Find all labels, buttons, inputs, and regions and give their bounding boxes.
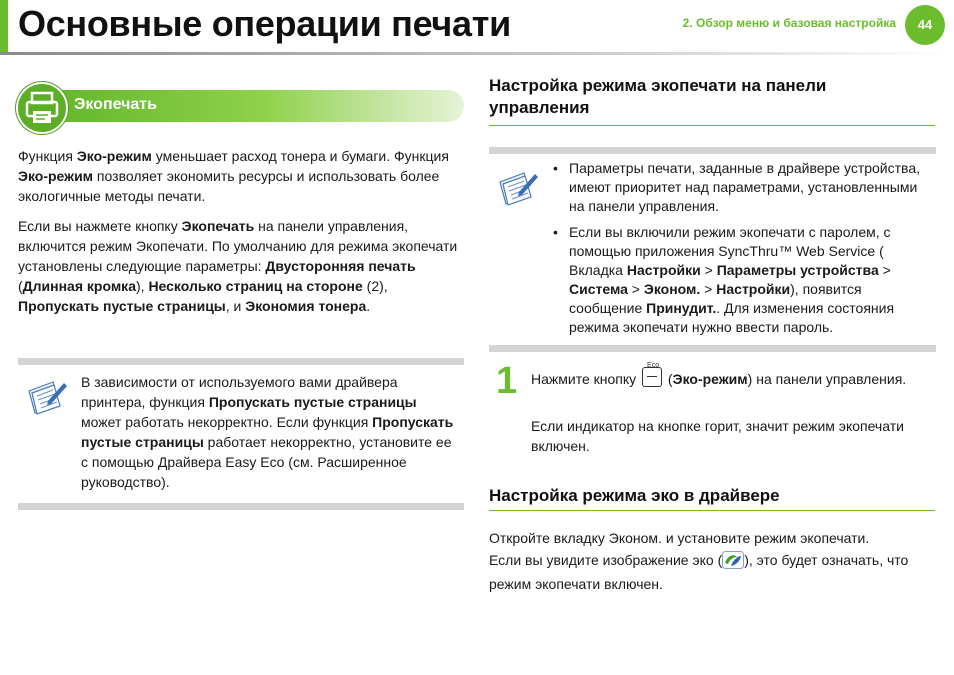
driver-section-title: Настройка режима эко в драйвере [489,486,780,505]
eco-button-caption: Eco [647,362,660,369]
driver-note-text: В зависимости от используемого вами драйвера принтера, функция Пропускать пустые страницы может работать некорректно. Если функция Пропускать пустые страницы работает некорректно, установите ее с помощью Драйвера Easy Eco (см. Расширенное руководство). [81,374,454,490]
eco-leaf-icon [722,551,744,574]
step-indicator-note: Если индикатор на кнопке горит, значит режим экопечати включен. [531,418,904,454]
page-title: Основные операции печати [18,3,511,44]
header-accent-bar [0,0,8,52]
page-number-badge: 44 [905,5,945,45]
note-icon [497,168,541,213]
password-note-box [489,147,936,352]
eco-section-title: Экопечать [74,96,157,113]
control-panel-section-title: Настройка режима экопечати на панели управления [489,76,827,117]
section-rule [489,125,935,126]
printer-icon [16,82,68,134]
note-icon [26,377,70,422]
driver-instruction: Откройте вкладку Эконом. и установите режим экопечати. [489,530,870,546]
driver-note-box [18,358,464,510]
title-rule [0,52,950,55]
eco-button-icon [642,362,662,387]
chapter-link[interactable]: 2. Обзор меню и базовая настройка [682,16,896,30]
step-instruction: Нажмите кнопку Eco (Эко-режим) на панели управления. [531,367,931,389]
driver-eco-image-note: Если вы увидите изображение эко ( ), это будет означать, что режим экопечати включен. [489,552,909,592]
eco-defaults-paragraph: Если вы нажмете кнопку Экопечать на панели управления, включится режим Экопечати. По умолчанию для режима экопечати установлены следующие параметры: Двусторонняя печать (Длинная кромка), Несколько страниц на стороне (2), Пропускать пустые страницы, и Экономия тонера. [18,218,458,314]
step-number: 1 [496,360,518,402]
list-item: • Если вы включили режим экопечати с паролем, с помощью приложения SyncThru™ Web Service ( Вкладка Настройки > Параметры устройства > Система > Эконом. > Настройки), появится сообщение Принудит.. Для изменения состояния режима экопечати нужно ввести пароль. [553,223,928,337]
list-item: • Параметры печати, заданные в драйвере устройства, имеют приоритет над параметрами, установленными на панели управления. [553,159,928,216]
eco-intro-paragraph: Функция Эко-режим уменьшает расход тонера и бумаги. Функция Эко-режим позволяет экономить ресурсы и использовать более экологичные методы печати. [18,148,449,204]
password-note-list [553,159,928,344]
section-rule [489,510,935,511]
